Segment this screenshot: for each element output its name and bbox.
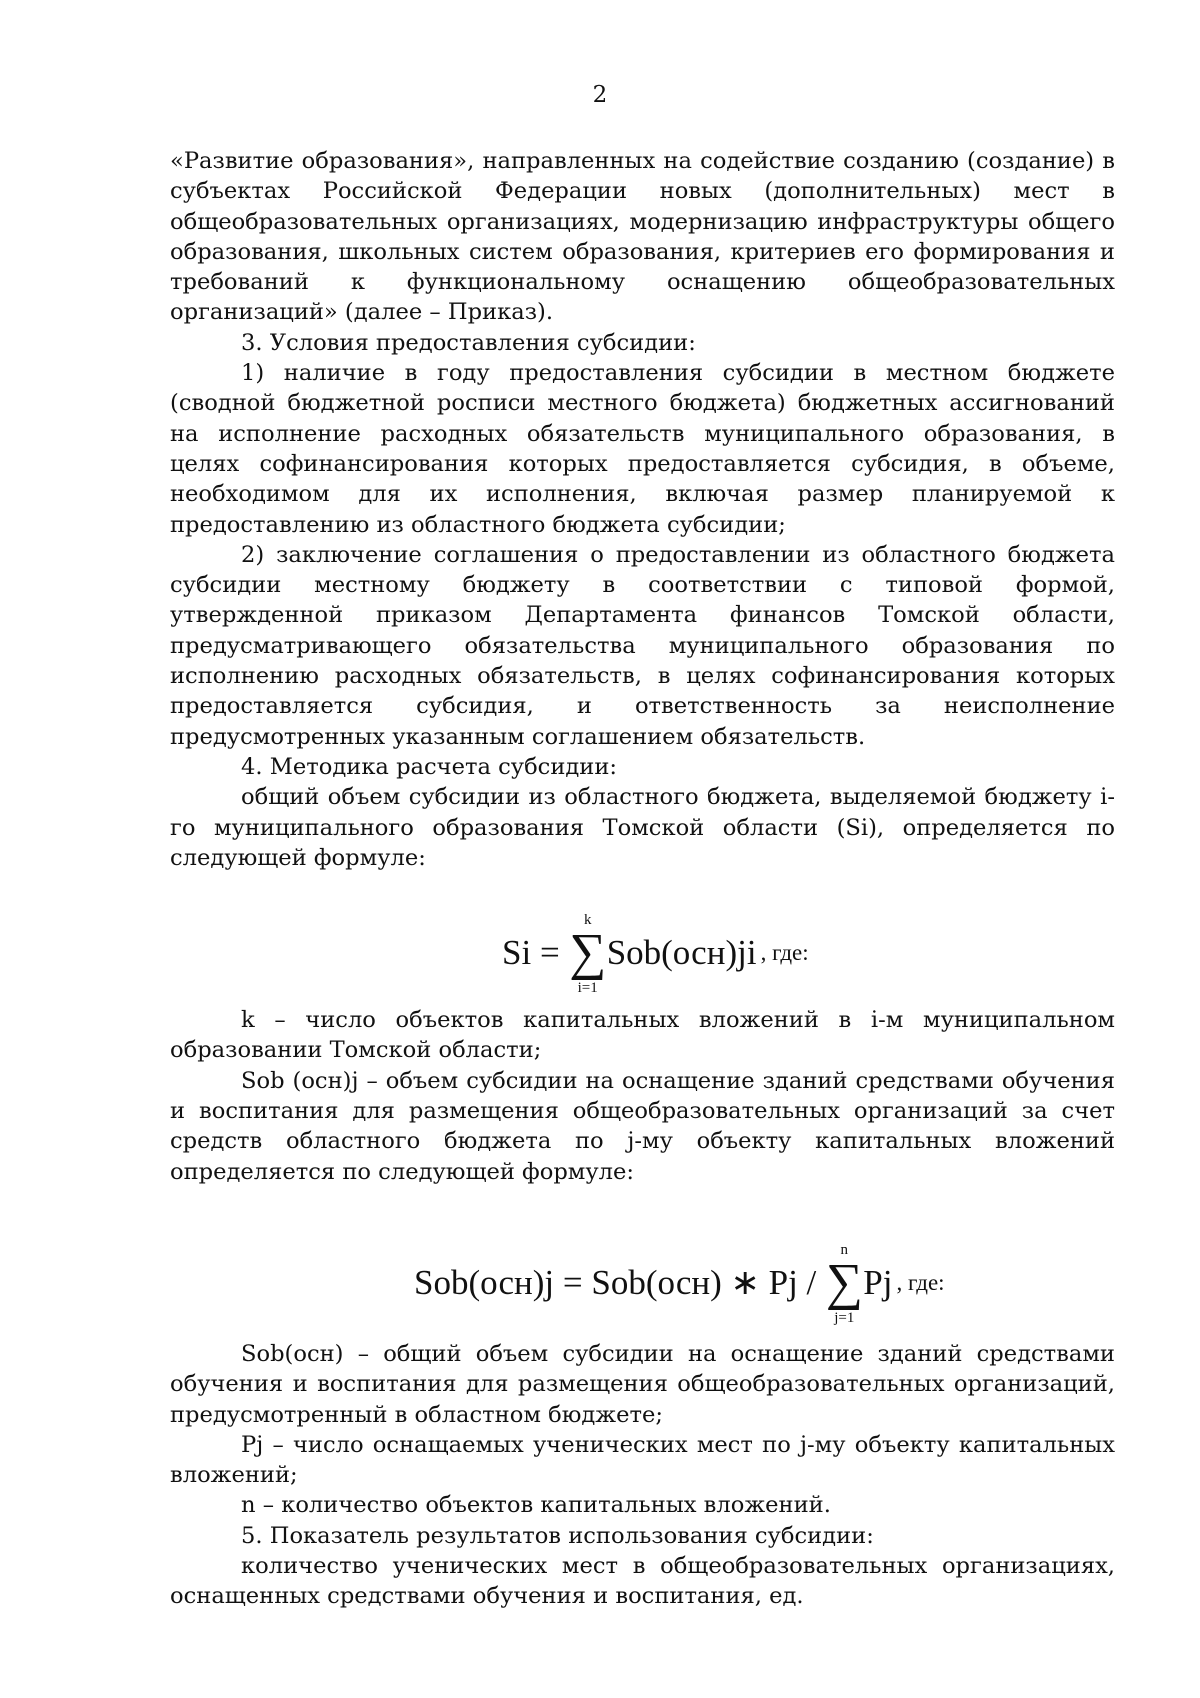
- definition-k: k – число объектов капитальных вложений в i-м муниципальном образовании Томской области;: [170, 1007, 1115, 1064]
- sum-upper-limit: n: [840, 1241, 849, 1258]
- sum-upper-limit: k: [583, 912, 592, 929]
- formula-sob: [170, 1207, 1115, 1339]
- sigma-glyph: ∑: [569, 924, 607, 982]
- sum-lower-limit: i=1: [577, 979, 598, 996]
- result-indicator: количество ученических мест в общеобразовательных организациях, оснащенных средствами обучения и воспитания, ед.: [170, 1552, 1115, 1610]
- definition-sob-osn: Sob(осн) – общий объем субсидии на оснащение зданий средствами обучения и воспитания для размещения общеобразовательных организаций, предусмотренный в областном бюджете;: [170, 1340, 1115, 1428]
- formula-si-lhs: Si =: [502, 932, 560, 972]
- formula-sob-suffix: , где:: [896, 1269, 945, 1295]
- sum-symbol: [569, 912, 607, 996]
- method-description: общий объем субсидии из областного бюджета, выделяемой бюджету i-го муниципального образования Томской области (Si), определяется по следующей формуле:: [170, 784, 1115, 871]
- page-number: 2: [592, 82, 608, 108]
- definition-pj: Pj – число оснащаемых ученических мест по j-му объекту капитальных вложений;: [170, 1431, 1115, 1489]
- section-5-heading: 5. Показатель результатов использования субсидии:: [241, 1522, 874, 1549]
- formula-sob-rhs: Pj: [863, 1262, 893, 1302]
- condition-2: 2) заключение соглашения о предоставлении из областного бюджета субсидии местному бюджету в соответствии с типовой формой, утвержденной приказом Департамента финансов Томской области, предусматривающего обязательства муниципального образования по исполнению расходных обязательств, в целях софинансирования которых предоставляется субсидия, и ответственность за неисполнение предусмотренных указанным соглашением обязательств.: [170, 541, 1115, 750]
- formula-si-suffix: , где:: [760, 939, 809, 965]
- sigma-glyph: ∑: [825, 1253, 863, 1311]
- document-body: [170, 146, 1115, 1612]
- section-4-heading: 4. Методика расчета субсидии:: [241, 753, 618, 780]
- formula-si-rhs: Sob(осн)ji: [606, 932, 757, 972]
- definition-sob-osn-j: Sob (осн)j – объем субсидии на оснащение зданий средствами обучения и воспитания для размещения общеобразовательных организаций за счет средств областного бюджета по j-му объекту капитальных вложений определяется по следующей формуле:: [170, 1067, 1115, 1185]
- condition-1: 1) наличие в году предоставления субсидии в местном бюджете (сводной бюджетной росписи местного бюджета) бюджетных ассигнований на исполнение расходных обязательств муниципального образования, в целях софинансирования которых предоставляется субсидия, в объеме, необходимом для их исполнения, включая размер планируемой к предоставлению из областного бюджета субсидии;: [170, 360, 1115, 538]
- formula-si: [170, 891, 1115, 1005]
- sum-lower-limit: j=1: [834, 1309, 855, 1326]
- sum-symbol: [825, 1241, 863, 1326]
- definition-n: n – количество объектов капитальных вложений.: [241, 1492, 831, 1519]
- formula-sob-lhs: Sob(осн)j = Sob(осн) ∗ Pj /: [414, 1262, 817, 1302]
- paragraph-intro: «Развитие образования», направленных на содействие созданию (создание) в субъектах Российской Федерации новых (дополнительных) мест в общеобразовательных организациях, модернизацию инфраструктуры общего образования, школьных систем образования, критериев его формирования и требований к функциональному оснащению общеобразовательных организаций» (далее – Приказ).: [170, 148, 1115, 326]
- section-3-heading: 3. Условия предоставления субсидии:: [241, 329, 696, 356]
